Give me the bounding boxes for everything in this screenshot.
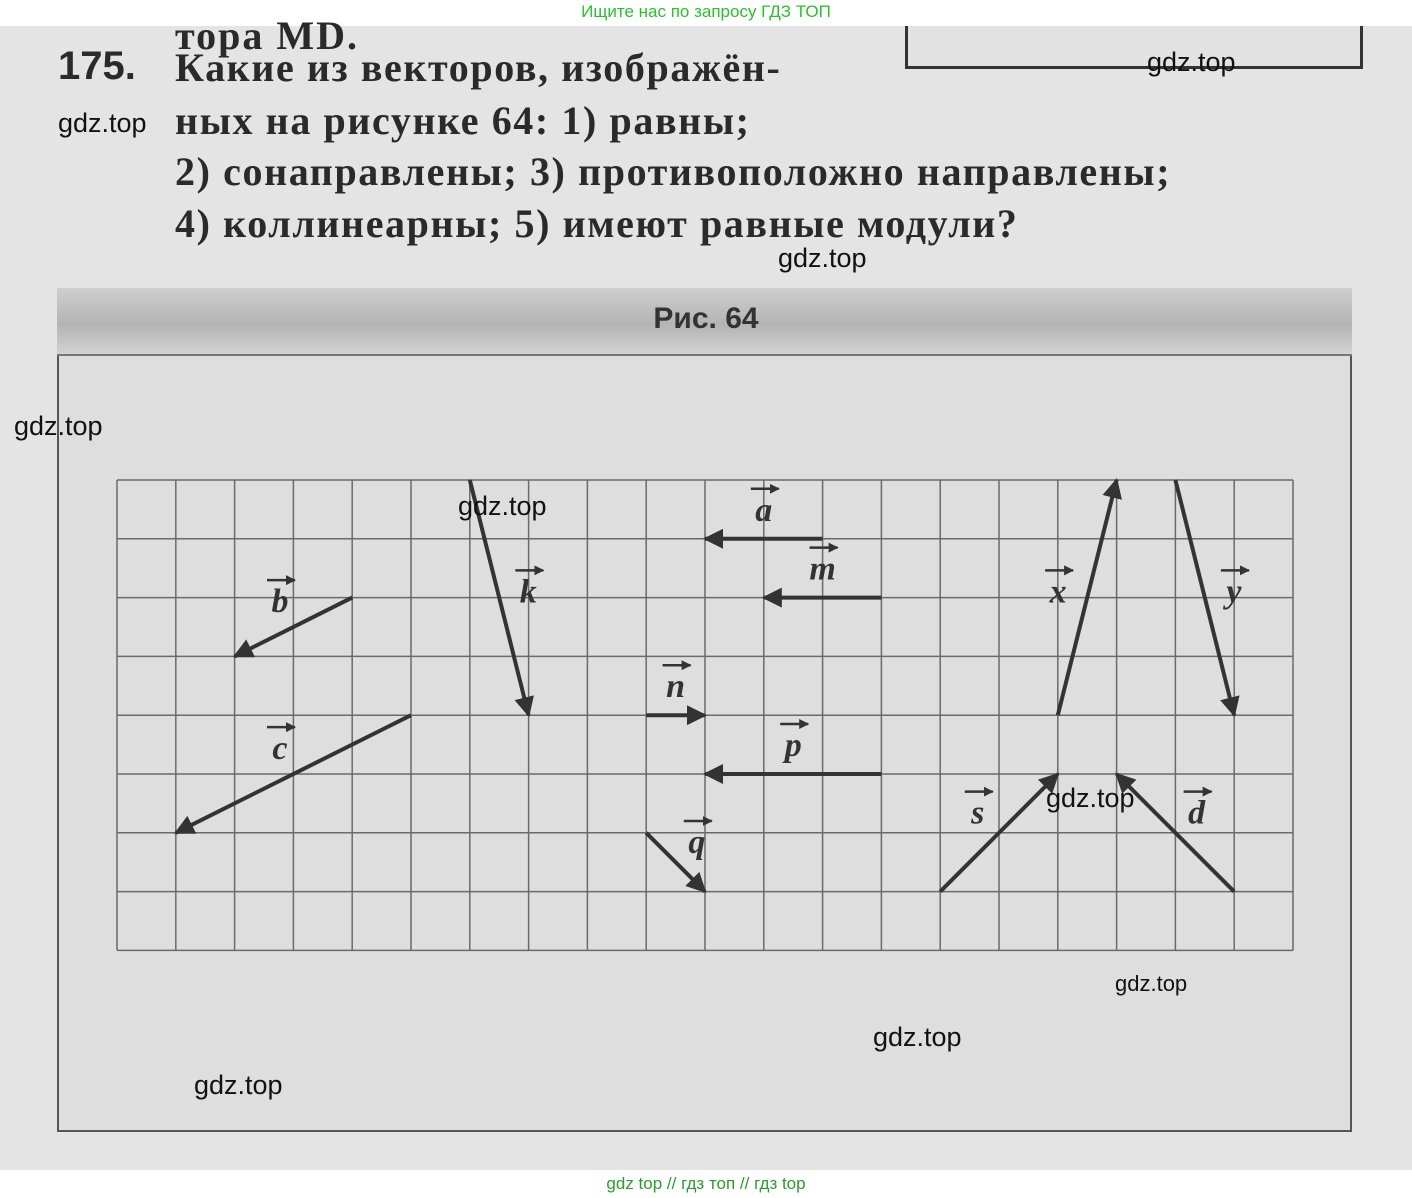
problem-number: 175. — [58, 44, 136, 88]
top-banner[interactable]: Ищите нас по запросу ГДЗ ТОП — [581, 2, 831, 21]
vector-q-label: q — [688, 823, 706, 861]
vector-y-label: y — [1226, 573, 1242, 611]
watermark: gdz.top — [458, 491, 547, 521]
vector-k-label: k — [519, 573, 537, 611]
vector-n-label: n — [666, 668, 686, 706]
watermark: gdz.top — [14, 411, 103, 441]
vector-s-label: s — [971, 794, 985, 832]
vector-p — [705, 724, 881, 774]
vector-a-label: a — [755, 491, 773, 529]
vector-d-label: d — [1188, 794, 1206, 832]
watermark: gdz.top — [194, 1070, 283, 1100]
figure-title: Рис. 64 — [653, 302, 759, 335]
watermark: gdz.top — [1046, 783, 1135, 813]
vector-c-label: c — [272, 730, 288, 768]
watermark: gdz.top — [1147, 47, 1236, 77]
watermark: gdz.top — [873, 1022, 962, 1052]
problem-line-2: ных на рисунке 64: 1) равны; — [175, 98, 751, 143]
problem-line-1: Какие из векторов, изображён- — [175, 45, 782, 90]
watermark: gdz.top — [1115, 971, 1188, 996]
watermark: gdz.top — [778, 243, 867, 273]
vector-q — [646, 821, 712, 892]
vectors — [176, 480, 1249, 892]
problem-line-3: 2) сонаправлены; 3) противоположно направлены; — [175, 149, 1172, 194]
watermark: gdz.top — [58, 108, 147, 138]
vector-p-label: p — [784, 727, 802, 764]
vector-x-label: x — [1049, 573, 1067, 611]
problem-line-4: 4) коллинеарны; 5) имеют равные модули? — [175, 201, 1019, 246]
vector-b-label: b — [271, 583, 289, 621]
previous-text-fragment: тора MD. — [175, 13, 360, 58]
vector-m-label: m — [809, 550, 836, 588]
vector-n — [646, 665, 705, 715]
bottom-banner[interactable]: gdz top // гдз топ // гдз top — [606, 1174, 806, 1193]
